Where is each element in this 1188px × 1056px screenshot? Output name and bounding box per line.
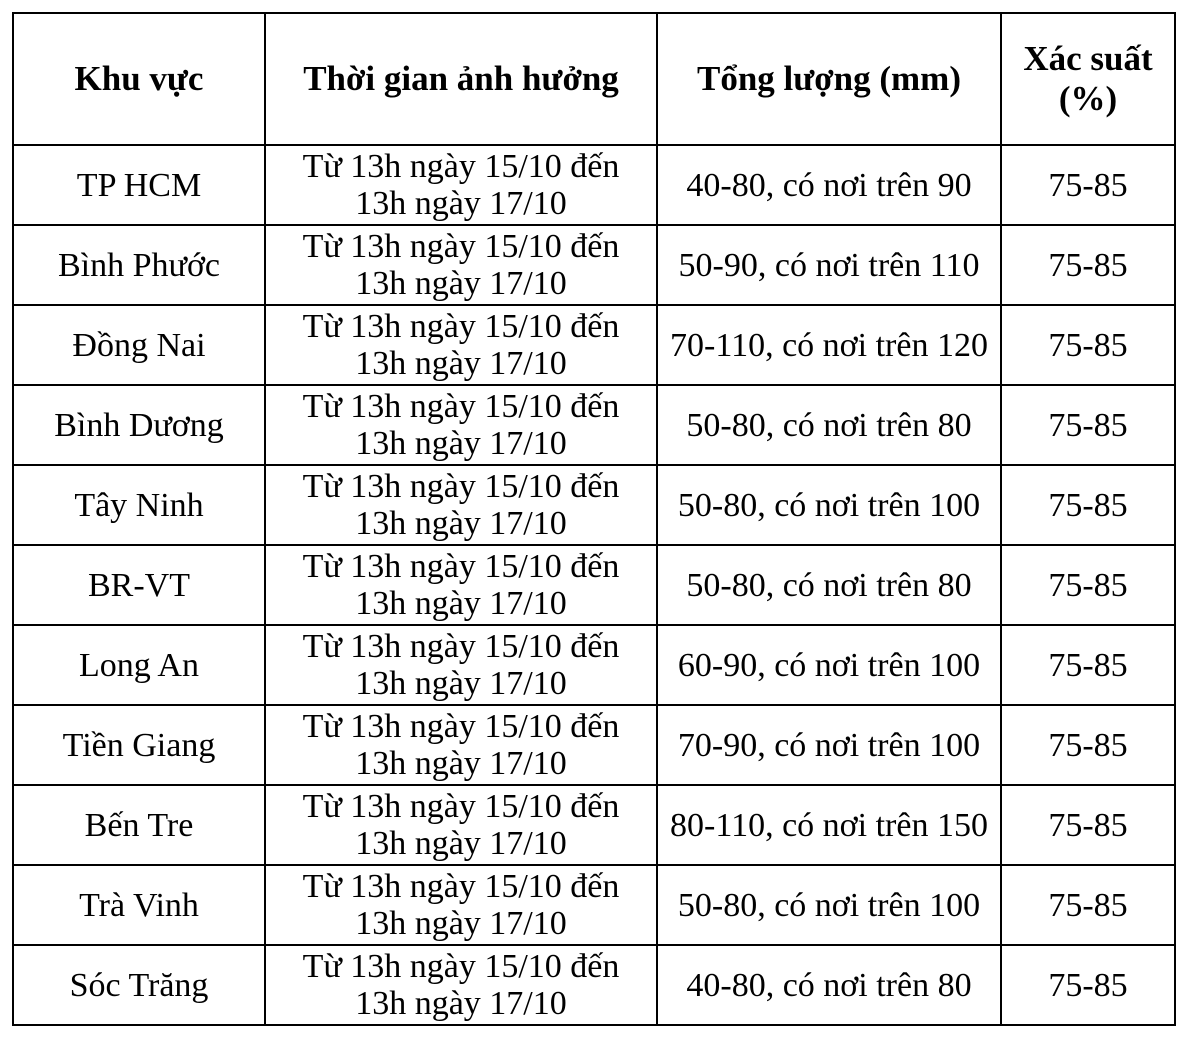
cell-time-line2: 13h ngày 17/10 — [355, 425, 567, 462]
cell-time — [265, 385, 657, 465]
cell-region: TP HCM — [13, 145, 265, 225]
rainfall-forecast-table — [12, 12, 1176, 1026]
cell-probability: 75-85 — [1001, 545, 1175, 625]
cell-probability: 75-85 — [1001, 305, 1175, 385]
cell-amount: 70-90, có nơi trên 100 — [657, 705, 1001, 785]
cell-time-line1: Từ 13h ngày 15/10 đến — [302, 228, 620, 265]
cell-amount: 60-90, có nơi trên 100 — [657, 625, 1001, 705]
header-probability-line1: Xác suất — [1023, 39, 1153, 78]
cell-probability: 75-85 — [1001, 145, 1175, 225]
cell-amount: 50-80, có nơi trên 100 — [657, 465, 1001, 545]
cell-probability: 75-85 — [1001, 225, 1175, 305]
cell-time-line2: 13h ngày 17/10 — [355, 665, 567, 702]
cell-region: Bình Dương — [13, 385, 265, 465]
cell-probability: 75-85 — [1001, 705, 1175, 785]
cell-probability: 75-85 — [1001, 465, 1175, 545]
cell-region: Đồng Nai — [13, 305, 265, 385]
cell-time-line1: Từ 13h ngày 15/10 đến — [302, 628, 620, 665]
table-row — [13, 225, 1175, 305]
header-amount: Tổng lượng (mm) — [657, 13, 1001, 145]
cell-time — [265, 865, 657, 945]
cell-time-line2: 13h ngày 17/10 — [355, 905, 567, 942]
cell-time-line2: 13h ngày 17/10 — [355, 985, 567, 1022]
header-probability — [1001, 13, 1175, 145]
cell-time — [265, 705, 657, 785]
cell-region: Bến Tre — [13, 785, 265, 865]
table-row — [13, 545, 1175, 625]
cell-time-line1: Từ 13h ngày 15/10 đến — [302, 708, 620, 745]
cell-region: Sóc Trăng — [13, 945, 265, 1025]
table-body — [13, 145, 1175, 1025]
cell-amount: 80-110, có nơi trên 150 — [657, 785, 1001, 865]
cell-time-line2: 13h ngày 17/10 — [355, 505, 567, 542]
cell-time — [265, 945, 657, 1025]
cell-time-line2: 13h ngày 17/10 — [355, 825, 567, 862]
cell-time-line2: 13h ngày 17/10 — [355, 185, 567, 222]
cell-probability: 75-85 — [1001, 385, 1175, 465]
cell-time — [265, 785, 657, 865]
cell-time-line1: Từ 13h ngày 15/10 đến — [302, 788, 620, 825]
cell-probability: 75-85 — [1001, 945, 1175, 1025]
cell-amount: 50-90, có nơi trên 110 — [657, 225, 1001, 305]
cell-time-line1: Từ 13h ngày 15/10 đến — [302, 948, 620, 985]
cell-time-line1: Từ 13h ngày 15/10 đến — [302, 868, 620, 905]
cell-region: Bình Phước — [13, 225, 265, 305]
cell-time-line1: Từ 13h ngày 15/10 đến — [302, 308, 620, 345]
cell-probability: 75-85 — [1001, 625, 1175, 705]
cell-time-line1: Từ 13h ngày 15/10 đến — [302, 148, 620, 185]
cell-probability: 75-85 — [1001, 785, 1175, 865]
cell-time — [265, 545, 657, 625]
cell-amount: 50-80, có nơi trên 80 — [657, 545, 1001, 625]
table-header-row — [13, 13, 1175, 145]
header-probability-line2: (%) — [1058, 79, 1118, 118]
table-row — [13, 385, 1175, 465]
table-row — [13, 305, 1175, 385]
cell-time — [265, 625, 657, 705]
cell-region: Trà Vinh — [13, 865, 265, 945]
table-row — [13, 465, 1175, 545]
cell-time-line2: 13h ngày 17/10 — [355, 585, 567, 622]
cell-time — [265, 465, 657, 545]
cell-time-line2: 13h ngày 17/10 — [355, 265, 567, 302]
header-time: Thời gian ảnh hưởng — [265, 13, 657, 145]
cell-amount: 40-80, có nơi trên 80 — [657, 945, 1001, 1025]
table-row — [13, 625, 1175, 705]
cell-time — [265, 225, 657, 305]
cell-amount: 50-80, có nơi trên 100 — [657, 865, 1001, 945]
table-row — [13, 865, 1175, 945]
cell-time-line1: Từ 13h ngày 15/10 đến — [302, 468, 620, 505]
header-region: Khu vực — [13, 13, 265, 145]
cell-time-line2: 13h ngày 17/10 — [355, 745, 567, 782]
table-row — [13, 145, 1175, 225]
cell-amount: 50-80, có nơi trên 80 — [657, 385, 1001, 465]
cell-time-line2: 13h ngày 17/10 — [355, 345, 567, 382]
table-row — [13, 785, 1175, 865]
cell-region: Tây Ninh — [13, 465, 265, 545]
cell-time-line1: Từ 13h ngày 15/10 đến — [302, 548, 620, 585]
cell-time — [265, 305, 657, 385]
cell-time — [265, 145, 657, 225]
table-row — [13, 945, 1175, 1025]
table-row — [13, 705, 1175, 785]
cell-region: Long An — [13, 625, 265, 705]
cell-probability: 75-85 — [1001, 865, 1175, 945]
cell-amount: 40-80, có nơi trên 90 — [657, 145, 1001, 225]
cell-region: BR-VT — [13, 545, 265, 625]
cell-amount: 70-110, có nơi trên 120 — [657, 305, 1001, 385]
cell-time-line1: Từ 13h ngày 15/10 đến — [302, 388, 620, 425]
cell-region: Tiền Giang — [13, 705, 265, 785]
